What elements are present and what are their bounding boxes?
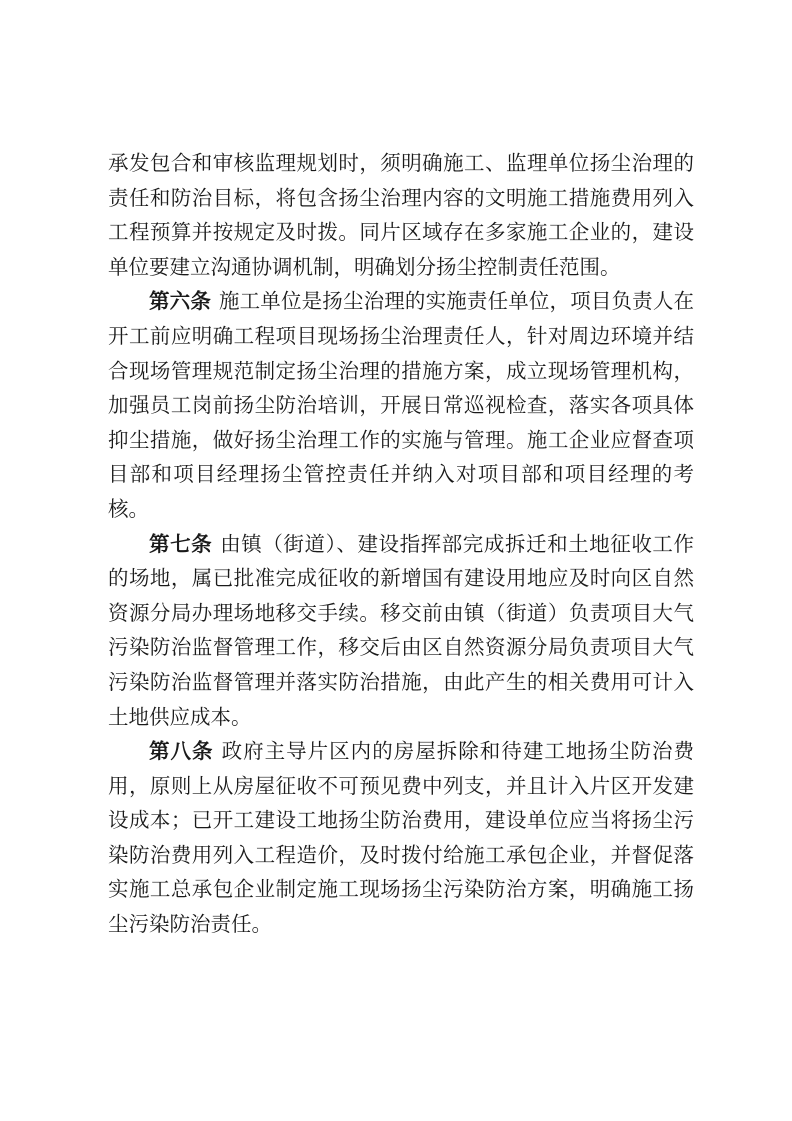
article-heading: 第七条	[149, 531, 213, 556]
paragraph-continuation	[108, 146, 694, 284]
article-heading: 第六条	[149, 289, 211, 314]
article-6	[108, 284, 694, 526]
article-heading: 第八条	[149, 739, 214, 764]
article-8	[108, 734, 694, 942]
document-body	[108, 146, 694, 942]
paragraph-text: 施工单位是扬尘治理的实施责任单位，项目负责人在开工前应明确工程项目现场扬尘治理责任人，针对周边环境并结合现场管理规范制定扬尘治理的措施方案，成立现场管理机构，加强员工岗前扬尘防治培训，开展日常巡视检查，落实各项具体抑尘措施，做好扬尘治理工作的实施与管理。施工企业应督查项目部和项目经理扬尘管控责任并纳入对项目部和项目经理的考核。	[108, 289, 695, 521]
paragraph-text: 政府主导片区内的房屋拆除和待建工地扬尘防治费用，原则上从房屋征收不可预见费中列支，并且计入片区开发建设成本；已开工建设工地扬尘防治费用，建设单位应当将扬尘污染防治费用列入工程造价，及时拨付给施工承包企业，并督促落实施工总承包企业制定施工现场扬尘污染防治方案，明确施工扬尘污染防治责任。	[108, 739, 694, 937]
paragraph-text: 由镇（街道）、建设指挥部完成拆迁和土地征收工作的场地，属已批准完成征收的新增国有建设用地应及时向区自然资源分局办理场地移交手续。移交前由镇（街道）负责项目大气污染防治监督管理工作，移交后由区自然资源分局负责项目大气污染防治监督管理并落实防治措施，由此产生的相关费用可计入土地供应成本。	[108, 531, 695, 729]
article-7	[108, 527, 694, 735]
paragraph-text: 承发包合和审核监理规划时，须明确施工、监理单位扬尘治理的责任和防治目标，将包含扬尘治理内容的文明施工措施费用列入工程预算并按规定及时拨。同片区域存在多家施工企业的，建设单位要建立沟通协调机制，明确划分扬尘控制责任范围。	[108, 151, 694, 279]
